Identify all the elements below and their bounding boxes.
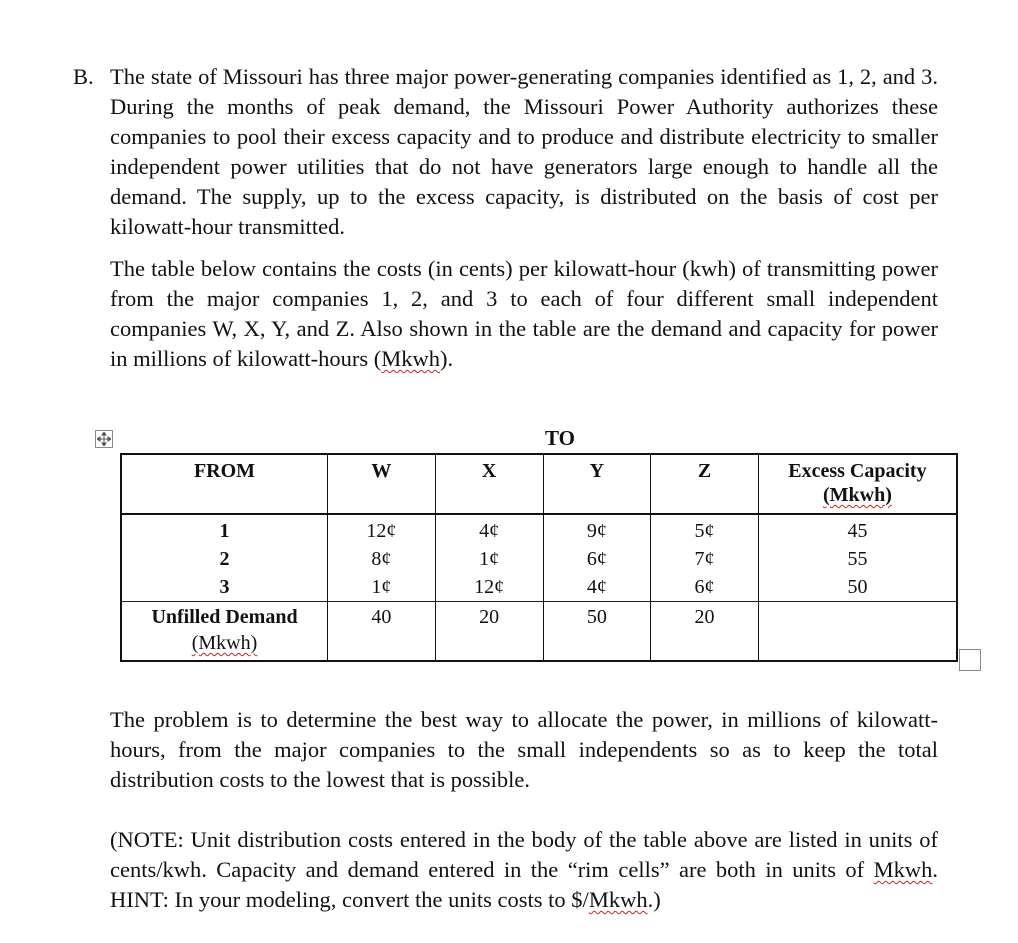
destination-header-x: X (435, 454, 543, 514)
capacity-cell: 45 (758, 514, 957, 545)
destination-header-w: W (328, 454, 436, 514)
note-text-c: .) (647, 887, 661, 912)
from-header: FROM (121, 454, 328, 514)
source-label: 1 (121, 514, 328, 545)
move-arrows-icon (97, 432, 111, 446)
cost-cell: 1¢ (328, 573, 436, 602)
demand-cell: 20 (651, 602, 759, 662)
destination-header-y: Y (543, 454, 651, 514)
transportation-cost-table (120, 453, 958, 662)
source-label: 2 (121, 545, 328, 573)
capacity-cell: 50 (758, 573, 957, 602)
spellcheck-word[interactable]: Mkwh (873, 857, 933, 882)
cost-cell: 6¢ (651, 573, 759, 602)
demand-row (121, 602, 957, 662)
note-text-a: (NOTE: Unit distribution costs entered in the body of the table above are listed in units of cents/kwh. Capacity and demand entered in the “rim cells” are both in units of (110, 827, 938, 882)
cost-cell: 4¢ (435, 514, 543, 545)
spellcheck-word[interactable]: Mkwh (588, 887, 648, 912)
table-description-paragraph (110, 254, 938, 374)
capacity-header-label: Excess Capacity (788, 460, 927, 482)
cost-cell: 7¢ (651, 545, 759, 573)
cost-cell: 12¢ (435, 573, 543, 602)
table-description-text: The table below contains the costs (in cents) per kilowatt-hour (kwh) of transmitting power from the major companies 1, 2, and 3 to each of four different small independent companies W, X, Y, and Z. Also shown in the table are the demand and capacity for power in millions of kilowatt-hours ( (110, 256, 938, 371)
capacity-cell: 55 (758, 545, 957, 573)
note-paragraph (110, 825, 938, 915)
destination-header-z: Z (651, 454, 759, 514)
capacity-header (758, 454, 957, 514)
cost-cell: 9¢ (543, 514, 651, 545)
capacity-header-unit: (Mkwh) (822, 484, 892, 506)
table-row (121, 573, 957, 602)
demand-cell: 20 (435, 602, 543, 662)
table-row (121, 545, 957, 573)
cost-cell: 12¢ (328, 514, 436, 545)
problem-intro-paragraph: The state of Missouri has three major power-generating companies identified as 1, 2, and 3. During the months of peak demand, the Missouri Power Authority authorizes these companies to pool their excess capacity and to produce and distribute electricity to smaller independent power utilities that do not have generators large enough to handle all the demand. The supply, up to the excess capacity, is distributed on the basis of cost per kilowatt-hour transmitted. (110, 64, 938, 239)
table-row (121, 514, 957, 545)
source-label: 3 (121, 573, 328, 602)
table-move-handle[interactable] (95, 430, 113, 448)
cost-cell: 8¢ (328, 545, 436, 573)
to-header: TO (545, 426, 575, 450)
demand-cell: 50 (543, 602, 651, 662)
demand-label-unit: (Mkwh) (191, 632, 258, 654)
demand-cell: 40 (328, 602, 436, 662)
spellcheck-word[interactable]: Mkwh (381, 346, 440, 371)
demand-label (121, 602, 328, 662)
cost-cell: 4¢ (543, 573, 651, 602)
cost-cell: 1¢ (435, 545, 543, 573)
table-description-end: ). (440, 346, 454, 371)
table-resize-handle[interactable] (959, 649, 981, 671)
empty-corner-cell (758, 602, 957, 662)
table-header-row (121, 454, 957, 514)
cost-cell: 5¢ (651, 514, 759, 545)
note-text-b: . HINT: In your modeling, convert the units costs to $/ (110, 857, 938, 912)
cost-cell: 6¢ (543, 545, 651, 573)
demand-label-text: Unfilled Demand (151, 606, 298, 628)
problem-statement-paragraph: The problem is to determine the best way to allocate the power, in millions of kilowatt-hours, from the major companies to the small independents so as to keep the total distribution costs to the lowest that is possible. (110, 707, 938, 792)
item-label: B. (73, 64, 94, 89)
